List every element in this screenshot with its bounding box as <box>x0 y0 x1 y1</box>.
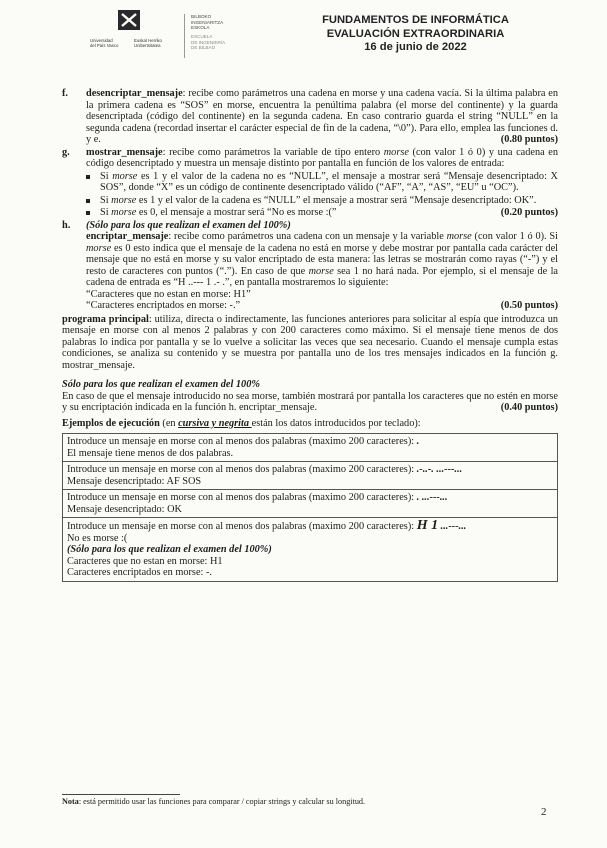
example-run: Introduce un mensaje en morse con al menos dos palabras (maximo 200 caracteres): .-..-. ...---... Mensaje desencriptado: AF SOS <box>63 462 557 490</box>
section-h: h. (Sólo para los que realizan el examen del 100%) encriptar_mensaje: recibe como parámetros una cadena con un mensaje y la variable morse (con valor 1 ó 0). Si morse es 0 esto indica que el mensaje de la cadena no está en morse y debe mostrar por pantalla cada carácter del mensaje que no está en morse y su valor encriptado de esta manera: las letras se mostrarán como rayas (“-”) y el resto de caracteres con puntos (“.”). En caso de que morse sea 1 no hará nada. Por ejemplo, si el mensaje de la cadena de entrada es “H ..--- 1 .- .”, en pantalla mostraremos lo siguiente: “Caracteres que no estan en morse: H1” “Caracteres encriptados en morse: -.” (0.50 puntos) <box>62 219 559 311</box>
list-item: Si morse es 1 y el valor de la cadena no es “NULL”, el mensaje a mostrar será “Mensaje desencriptado: X SOS”, donde “X” es un código de continente desencriptado válido (“AF”, “A”, “AS”, “EU” u “OC”). <box>62 171 558 194</box>
page-header <box>78 8 558 66</box>
main-program: programa principal: utiliza, directa o indirectamente, las funciones anteriores para solicitar al espía que introduzca un mensaje en morse con al menos 2 palabras y con 200 caracteres como máximo. Si el mensaje tiene menos de dos palabras lo indica por pantalla y se lo vuelve a solicitar las veces que sea necesario. Cuando el mensaje cumpla estas condiciones, se analiza su contenido y se muestra por pantalla uno de los tres mensajes indicados en la función g. mostrar_mensaje. <box>62 313 558 371</box>
university-name-es: Universidad del País Vasco <box>90 38 119 48</box>
list-item: Si morse es 0, el mensaje a mostrar será “No es morse :(” (0.20 puntos) <box>62 207 558 219</box>
example-run: Introduce un mensaje en morse con al menos dos palabras (maximo 200 caracteres): . El mensaje tiene menos de dos palabras. <box>63 434 557 462</box>
function-name: mostrar_mensaje <box>86 146 163 158</box>
ehu-logo-icon <box>118 10 140 30</box>
example-run: Introduce un mensaje en morse con al menos dos palabras (maximo 200 caracteres): . ...---... Mensaje desencriptado: OK <box>63 490 557 518</box>
school-name-es: ESCUELA DE INGENIERÍA DE BILBAO <box>191 34 226 51</box>
examples-heading: Ejemplos de ejecución (en cursiva y negrita están los datos introducidos por teclado): <box>62 417 421 429</box>
example-output: “Caracteres encriptados en morse: -.” <box>86 300 241 311</box>
footnote-divider <box>62 794 180 795</box>
section-f: f. desencriptar_mensaje: recibe como parámetros una cadena en morse y una cadena vacía. Si la última palabra en la primera cadena es “SOS” en morse, encuentra la penúltima palabra (el morse del continente) y la guarda desencriptada (código del continente) en la segunda cadena. En caso contrario guarda el string “NULL” en la segunda cadena (recordad insertar el carácter especial de fin de la cadena, “\0”). Para ello, emplea las funciones d. y e. (0.80 puntos) <box>62 88 558 145</box>
university-logo <box>78 8 178 64</box>
only-100-section: Sólo para los que realizan el examen del 100% En caso de que el mensaje introducido no sea morse, también mostrará por pantalla los caracteres que no estén en morse y su encriptación indicada en la función h. encriptar_mensaje. (0.40 puntos) <box>62 379 558 413</box>
example-output: “Caracteres que no estan en morse: H1” <box>86 288 251 300</box>
function-name: desencriptar_mensaje <box>86 88 183 99</box>
example-run: Introduce un mensaje en morse con al menos dos palabras (maximo 200 caracteres): H 1 ...---... No es morse :( (Sólo para los que realizan el examen del 100%) Caracteres que no estan en morse: H1 Caracteres encriptados en morse: -. <box>67 518 467 578</box>
footnote: Nota: está permitido usar las funciones para comparar / copiar strings y calcular su longitud. <box>62 797 366 806</box>
university-name-eu: Euskal Herriko Unibertsitatea <box>134 38 162 48</box>
points: (0.40 puntos) <box>500 402 558 413</box>
page-number: 2 <box>541 806 547 818</box>
list-item: Si morse es 1 y el valor de la cadena es “NULL” el mensaje a mostrar será “Mensaje desencriptado: OK”. <box>62 195 558 207</box>
section-g: g. mostrar_mensaje: recibe como parámetros la variable de tipo entero morse (con valor 1 ó 0) y una cadena en código desencriptado y muestra un mensaje distinto por pantalla en función de los valores de entrada: <box>62 146 558 169</box>
school-name-eu: BILBOKO INGENIARITZA ESKOLA <box>191 14 224 31</box>
points: (0.50 puntos) <box>500 300 558 311</box>
points: (0.80 puntos) <box>500 134 558 145</box>
execution-examples <box>62 433 558 582</box>
exam-body <box>62 88 558 582</box>
function-name: encriptar_mensaje <box>86 231 169 242</box>
header-divider <box>184 14 185 58</box>
exam-title: FUNDAMENTOS DE INFORMÁTICA EVALUACIÓN EXTRAORDINARIA 16 de junio de 2022 <box>322 14 509 53</box>
points: (0.20 puntos) <box>500 207 558 218</box>
